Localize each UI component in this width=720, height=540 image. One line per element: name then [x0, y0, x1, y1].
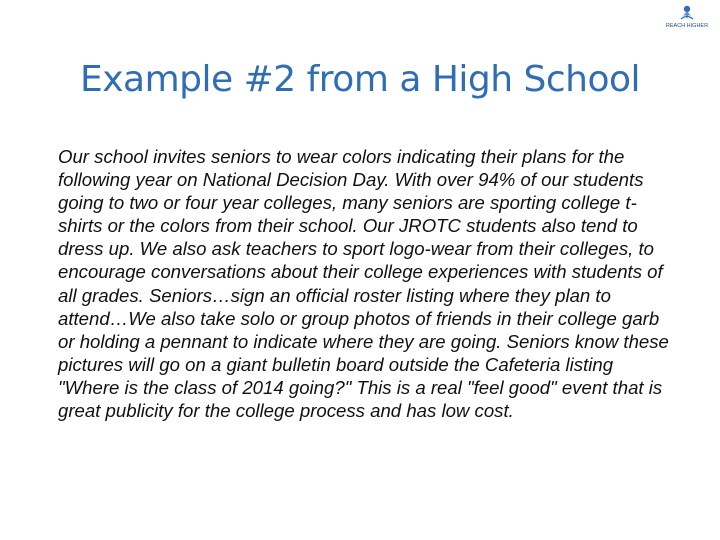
reach-higher-logo-icon: [661, 3, 713, 29]
reach-higher-logo: [661, 3, 713, 29]
body-paragraph: Our school invites seniors to wear colors indicating their plans for the following year on National Decision Day. With over 94% of our students going to two or four year colleges, many seniors are sporting college t-shirts or the colors from their school. Our JROTC students also tend to dress up. We also ask teachers to sport logo-wear from their colleges, to encourage conversations about their college experiences with students of all grades. Seniors…sign an official roster listing where they plan to attend…We also take solo or group photos of friends in their college garb or holding a pennant to indicate where they are going. Seniors know these pictures will go on a giant bulletin board outside the Cafeteria listing "Where is the class of 2014 going?" This is a real "feel good" event that is great publicity for the college process and has low cost.: [58, 146, 669, 422]
page-title: Example #2 from a High School: [79, 59, 641, 100]
logo-text: REACH HIGHER: [665, 23, 709, 29]
